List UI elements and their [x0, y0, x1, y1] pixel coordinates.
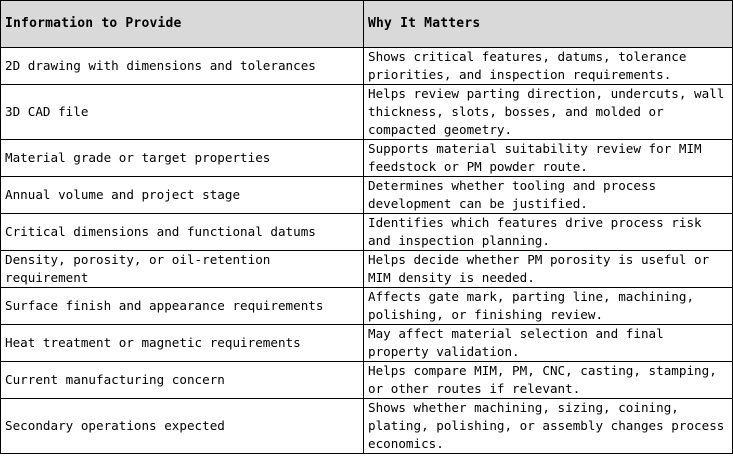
row-information-cell: Secondary operations expected [1, 399, 364, 454]
row-reason-cell: Helps review parting direction, undercuts, wall thickness, slots, bosses, and molded or compacted geometry. [364, 85, 733, 140]
row-reason-cell: May affect material selection and final property validation. [364, 325, 733, 362]
row-reason-cell: Shows critical features, datums, tolerance priorities, and inspection requirements. [364, 48, 733, 85]
row-information-cell: Material grade or target properties [1, 140, 364, 177]
table-row [1, 214, 733, 251]
table-row [1, 177, 733, 214]
table-row [1, 85, 733, 140]
row-reason-cell: Identifies which features drive process risk and inspection planning. [364, 214, 733, 251]
table-row [1, 399, 733, 454]
row-information-cell: 3D CAD file [1, 85, 364, 140]
table-row [1, 140, 733, 177]
table-header-row [1, 1, 733, 48]
table-row [1, 48, 733, 85]
row-reason-cell: Shows whether machining, sizing, coining, plating, polishing, or assembly changes process economics. [364, 399, 733, 454]
row-information-cell: 2D drawing with dimensions and tolerances [1, 48, 364, 85]
table-row [1, 325, 733, 362]
header-information-to-provide: Information to Provide [1, 1, 364, 48]
table-row [1, 251, 733, 288]
row-reason-cell: Supports material suitability review for MIM feedstock or PM powder route. [364, 140, 733, 177]
table-row [1, 362, 733, 399]
row-reason-cell: Helps decide whether PM porosity is useful or MIM density is needed. [364, 251, 733, 288]
row-reason-cell: Affects gate mark, parting line, machining, polishing, or finishing review. [364, 288, 733, 325]
row-information-cell: Surface finish and appearance requirements [1, 288, 364, 325]
row-information-cell: Heat treatment or magnetic requirements [1, 325, 364, 362]
row-reason-cell: Helps compare MIM, PM, CNC, casting, stamping, or other routes if relevant. [364, 362, 733, 399]
header-why-it-matters: Why It Matters [364, 1, 733, 48]
row-information-cell: Current manufacturing concern [1, 362, 364, 399]
row-information-cell: Critical dimensions and functional datums [1, 214, 364, 251]
table-row [1, 288, 733, 325]
row-reason-cell: Determines whether tooling and process development can be justified. [364, 177, 733, 214]
row-information-cell: Annual volume and project stage [1, 177, 364, 214]
row-information-cell: Density, porosity, or oil-retention requirement [1, 251, 364, 288]
